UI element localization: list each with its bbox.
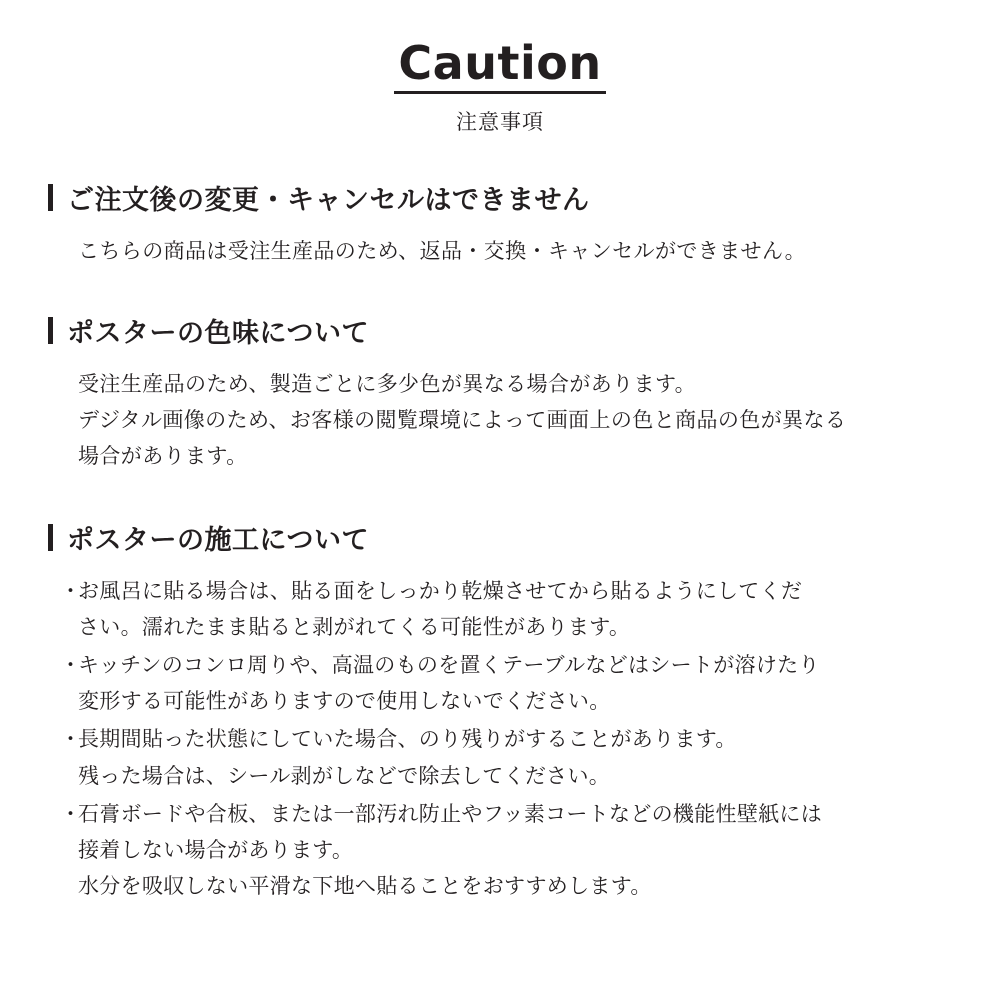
- page-subtitle: 注意事項: [456, 109, 544, 134]
- body-line: デジタル画像のため、お客様の閲覧環境によって画面上の色と商品の色が異なる: [78, 407, 847, 432]
- heading-bar-icon: [48, 524, 53, 551]
- list-item: [60, 721, 952, 793]
- bullet-dot-icon: ・: [60, 653, 82, 678]
- section-poster-installation: [48, 518, 952, 904]
- body-line: さい。濡れたまま貼ると剥がれてくる可能性があります。: [78, 615, 631, 640]
- body-line: 場合があります。: [78, 443, 248, 468]
- list-item-text: [78, 796, 822, 904]
- body-line: 受注生産品のため、製造ごとに多少色が異なる場合があります。: [78, 371, 697, 396]
- body-line: 石膏ボードや合板、または一部汚れ防止やフッ素コートなどの機能性壁紙には: [78, 801, 823, 826]
- bullet-dot-icon: ・: [60, 801, 82, 826]
- body-line: 接着しない場合があります。: [78, 837, 354, 862]
- section-heading: [48, 518, 952, 557]
- heading-bar-icon: [48, 317, 53, 344]
- body-line: お風呂に貼る場合は、貼る面をしっかり乾燥させてから貼るようにしてくだ: [78, 579, 803, 604]
- body-line: キッチンのコンロ周りや、高温のものを置くテーブルなどはシートが溶けたり: [78, 653, 820, 678]
- body-line: こちらの商品は受注生産品のため、返品・交換・キャンセルができません。: [78, 238, 807, 263]
- bullet-dot-icon: ・: [60, 727, 82, 752]
- body-line: 変形する可能性がありますので使用しないでください。: [78, 689, 611, 714]
- heading-bar-icon: [48, 184, 53, 211]
- list-item: [60, 573, 952, 645]
- section-heading-label: ポスターの施工について: [67, 525, 369, 557]
- body-line: 長期間貼った状態にしていた場合、のり残りがすることがあります。: [78, 727, 737, 752]
- section-poster-color: [48, 311, 952, 474]
- section-bullet-list: [60, 573, 952, 904]
- section-heading-label: ポスターの色味について: [67, 317, 369, 349]
- body-line: 水分を吸収しない平滑な下地へ貼ることをおすすめします。: [78, 873, 652, 898]
- list-item: [60, 796, 952, 904]
- section-heading: [48, 311, 952, 350]
- list-item: [60, 647, 952, 719]
- section-order-change: [48, 178, 952, 269]
- document-header: [48, 38, 952, 136]
- list-item-text: [78, 721, 737, 793]
- section-body: [78, 233, 952, 269]
- section-heading-label: ご注文後の変更・キャンセルはできません: [67, 184, 590, 216]
- body-line: 残った場合は、シール剥がしなどで除去してください。: [78, 763, 611, 788]
- list-item-text: [78, 647, 820, 719]
- page-title: Caution: [394, 38, 605, 94]
- section-body: [78, 366, 952, 474]
- bullet-dot-icon: ・: [60, 579, 82, 604]
- section-heading: [48, 178, 952, 217]
- list-item-text: [78, 573, 802, 645]
